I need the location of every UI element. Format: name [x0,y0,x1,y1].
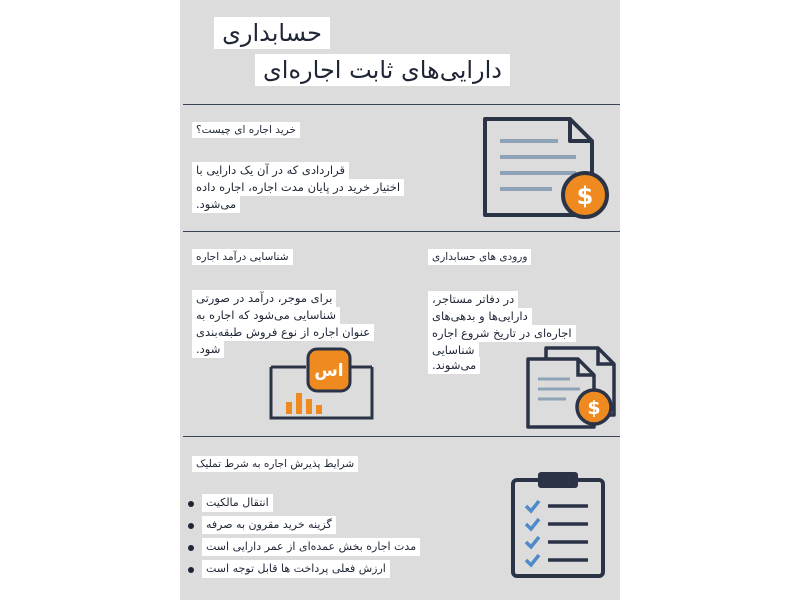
section-entries-line-1: در دفاتر مستاجر، [428,291,518,308]
badge-label: اس [314,361,344,381]
dollar-symbol: $ [576,182,594,210]
list-item-text: ارزش فعلی پرداخت ها قابل توجه است [202,560,390,578]
divider [183,231,620,232]
documents-dollar-icon [520,345,620,430]
section-entries-heading: ورودی های حسابداری [428,249,531,265]
section-revenue-line-4: شود. [192,341,224,358]
section-entries-line-2: دارایی‌ها و بدهی‌های [428,308,532,325]
section-revenue-line-3: عنوان اجاره از نوع فروش طبقه‌بندی [192,324,374,341]
section-what-line-1: قراردادی که در آن یک دارایی با [192,162,349,179]
section-entries-line-3: اجاره‌ای در تاریخ شروع اجاره [428,325,576,342]
bar-chart-icon [268,345,378,425]
document-dollar-icon [480,115,620,225]
section-entries-line-4: شناسایی [428,342,479,359]
section-conditions-heading: شرایط پذیرش اجاره به شرط تملیک [192,456,358,472]
bullet-dot [188,523,194,529]
bullet-dot [188,567,194,573]
divider [183,104,620,105]
section-what-heading: خرید اجاره ای چیست؟ [192,122,300,138]
section-revenue-line-1: برای موجر، درآمد در صورتی [192,290,336,307]
section-what-line-3: می‌شود. [192,196,240,213]
bullet-dot [188,545,194,551]
section-entries-line-5: می‌شوند. [428,357,480,374]
title-line-1: حسابداری [214,17,330,49]
list-item-text: گزینه خرید مقرون به صرفه [202,516,336,534]
section-revenue-line-2: شناسایی می‌شود که اجاره به [192,307,340,324]
dollar-symbol: $ [587,397,601,419]
section-revenue-heading: شناسایی درآمد اجاره [192,249,293,265]
title-line-2: دارایی‌های ثابت اجاره‌ای [255,54,510,86]
bullet-dot [188,501,194,507]
divider [183,436,620,437]
clipboard-checklist-icon [508,468,608,580]
list-item-text: انتقال مالکیت [202,494,273,512]
section-what-line-2: اختیار خرید در پایان مدت اجاره، اجاره داده [192,179,404,196]
list-item-text: مدت اجاره بخش عمده‌ای از عمر دارایی است [202,538,420,556]
